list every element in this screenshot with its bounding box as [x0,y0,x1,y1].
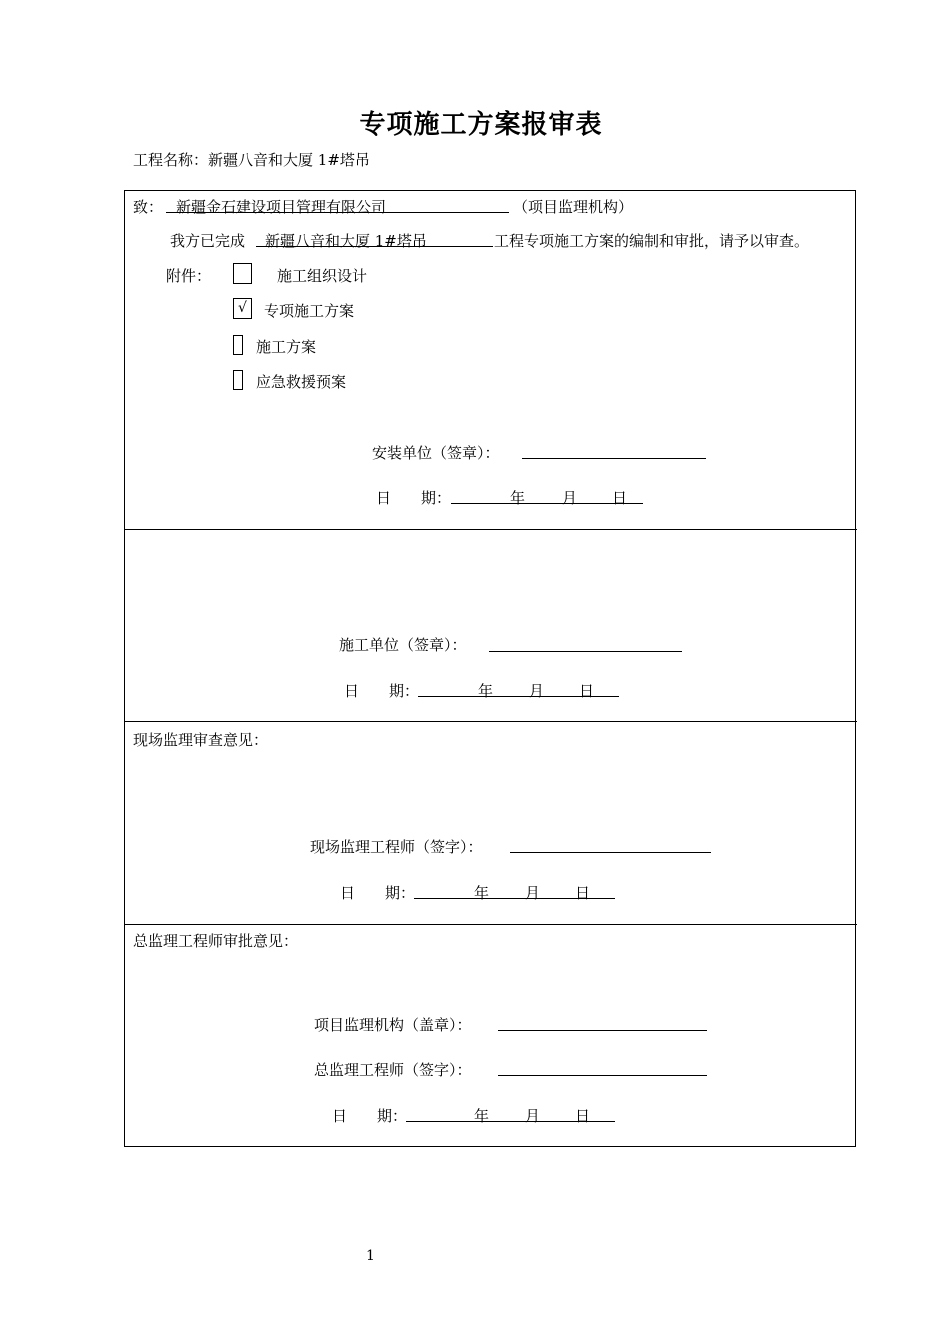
project-name-row [133,149,370,170]
to-recipient-underline [166,212,509,213]
date-label-4: 日 期： [332,1107,408,1125]
to-recipient: 新疆金石建设项目管理有限公司 [176,198,387,216]
checkbox-emergency-plan[interactable] [233,370,243,390]
row-divider-3 [124,924,857,925]
attachment-label-3: 施工方案 [256,338,317,356]
checkbox-special-plan[interactable]: √ [233,298,252,319]
sentence-project-underline [256,246,493,247]
date-year-4: 年 [474,1107,490,1125]
supervision-org-seal-label: 项目监理机构（盖章）： [314,1016,472,1034]
chief-engineer-signature-line[interactable] [498,1075,707,1076]
date-line-1[interactable] [451,503,643,504]
page-title: 专项施工方案报审表 [359,110,603,140]
site-engineer-signature-label: 现场监理工程师（签字）： [310,838,483,856]
site-engineer-signature-line[interactable] [510,852,711,853]
project-name-value: 新疆八音和大厦 1#塔吊 [208,151,370,169]
attachment-label-4: 应急救援预案 [256,373,347,391]
checkbox-construction-design[interactable] [233,263,252,284]
install-unit-signature-line[interactable] [522,458,706,459]
construction-unit-signature-line[interactable] [489,651,682,652]
project-name-label: 工程名称： [133,151,209,169]
date-year-3: 年 [474,884,490,902]
site-review-heading: 现场监理审查意见： [133,731,269,749]
date-line-4[interactable] [406,1121,615,1122]
supervision-org-seal-line[interactable] [498,1030,707,1031]
date-label-3: 日 期： [340,884,416,902]
attachment-label-1: 施工组织设计 [277,267,368,285]
page-number: 1 [366,1248,375,1264]
date-month-4: 月 [525,1107,541,1125]
chief-engineer-signature-label: 总监理工程师（签字）： [314,1061,472,1079]
date-day-3: 日 [575,884,591,902]
row-divider-1 [124,529,857,530]
date-day-2: 日 [579,682,595,700]
attachment-label-2: 专项施工方案 [264,302,355,320]
checkbox-construction-plan[interactable] [233,335,243,355]
date-month-3: 月 [525,884,541,902]
date-label-1: 日 期： [376,489,452,507]
to-recipient-suffix: （项目监理机构） [513,198,634,216]
date-label-2: 日 期： [344,682,420,700]
date-month-2: 月 [529,682,545,700]
date-year-2: 年 [478,682,494,700]
date-day-4: 日 [575,1107,591,1125]
date-line-3[interactable] [414,898,615,899]
sentence-project: 新疆八音和大厦 1#塔吊 [265,232,427,250]
chief-approval-heading: 总监理工程师审批意见： [133,932,299,950]
attachments-label: 附件： [166,267,212,285]
date-day-1: 日 [612,489,628,507]
date-line-2[interactable] [418,696,619,697]
to-label: 致： [133,198,164,216]
sentence-suffix: 工程专项施工方案的编制和审批，请予以审查。 [494,232,810,250]
sentence-prefix: 我方已完成 [170,232,246,250]
date-year-1: 年 [510,489,526,507]
construction-unit-signature-label: 施工单位（签章）： [339,636,467,654]
install-unit-signature-label: 安装单位（签章）： [372,444,500,462]
row-divider-2 [124,721,857,722]
date-month-1: 月 [562,489,578,507]
form-table [124,190,856,1147]
